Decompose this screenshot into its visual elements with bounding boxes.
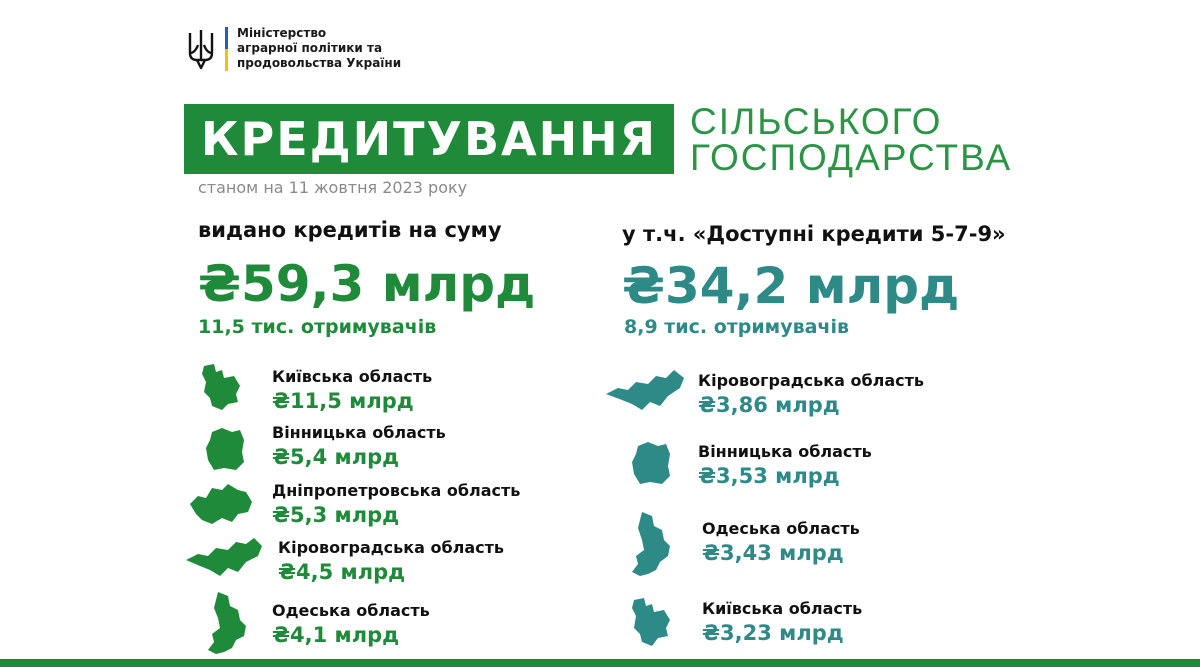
right-region-item	[702, 598, 862, 646]
as-of-date: станом на 11 жовтня 2023 року	[198, 178, 468, 197]
trident-icon	[186, 27, 216, 71]
kyiv-oblast-map-icon	[630, 596, 674, 648]
region-value: ₴3,43 млрд	[702, 541, 844, 565]
ministry-logo	[186, 26, 401, 71]
kirovohrad-oblast-map-icon	[604, 368, 688, 412]
left-region-item	[272, 600, 430, 648]
odesa-oblast-map-icon	[204, 590, 250, 656]
title-side-line: СІЛЬСЬКОГО	[690, 101, 943, 142]
region-name: Вінницька область	[698, 442, 872, 461]
region-name: Кіровоградська область	[278, 538, 505, 557]
region-value: ₴5,4 млрд	[272, 445, 400, 469]
right-recipients: 8,9 тис. отримувачів	[624, 316, 850, 338]
left-label: видано кредитів на суму	[198, 218, 502, 242]
left-region-item	[278, 537, 504, 585]
left-region-item	[272, 422, 446, 470]
left-region-item	[272, 480, 520, 528]
kyiv-oblast-map-icon	[200, 362, 244, 412]
ministry-line: продовольства України	[237, 56, 402, 70]
ministry-name	[237, 26, 401, 71]
title-main: КРЕДИТУВАННЯ	[184, 104, 674, 174]
region-name: Вінницька область	[272, 423, 446, 442]
title-side	[690, 101, 1013, 178]
region-name: Київська область	[702, 599, 863, 618]
odesa-oblast-map-icon	[628, 510, 676, 578]
left-amount: ₴59,3 млрд	[198, 255, 536, 313]
left-region-item	[272, 366, 432, 414]
region-value: ₴4,1 млрд	[272, 623, 400, 647]
ministry-line: аграрної політики та	[237, 41, 383, 55]
region-value: ₴5,3 млрд	[272, 503, 400, 527]
region-value: ₴3,23 млрд	[702, 621, 844, 645]
flag-bar	[225, 27, 228, 71]
kirovohrad-oblast-map-icon	[184, 536, 266, 578]
ministry-line: Міністерство	[237, 26, 327, 40]
title-side-line: ГОСПОДАРСТВА	[690, 137, 1013, 178]
region-name: Кіровоградська область	[698, 371, 925, 390]
right-region-item	[698, 370, 924, 418]
region-name: Дніпропетровська область	[272, 481, 521, 500]
right-label: у т.ч. «Доступні кредити 5-7-9»	[622, 222, 1006, 246]
vinnytsia-oblast-map-icon	[204, 426, 246, 472]
right-region-item	[702, 518, 860, 566]
region-value: ₴11,5 млрд	[272, 389, 414, 413]
left-recipients: 11,5 тис. отримувачів	[198, 316, 437, 338]
region-name: Одеська область	[702, 519, 860, 538]
region-value: ₴4,5 млрд	[278, 560, 406, 584]
region-name: Київська область	[272, 367, 433, 386]
vinnytsia-oblast-map-icon	[630, 440, 672, 486]
right-amount: ₴34,2 млрд	[622, 257, 960, 315]
region-value: ₴3,86 млрд	[698, 393, 840, 417]
dnipropetrovsk-oblast-map-icon	[188, 482, 254, 526]
right-region-item	[698, 441, 872, 489]
bottom-stripe	[0, 659, 1200, 667]
region-value: ₴3,53 млрд	[698, 464, 840, 488]
region-name: Одеська область	[272, 601, 430, 620]
